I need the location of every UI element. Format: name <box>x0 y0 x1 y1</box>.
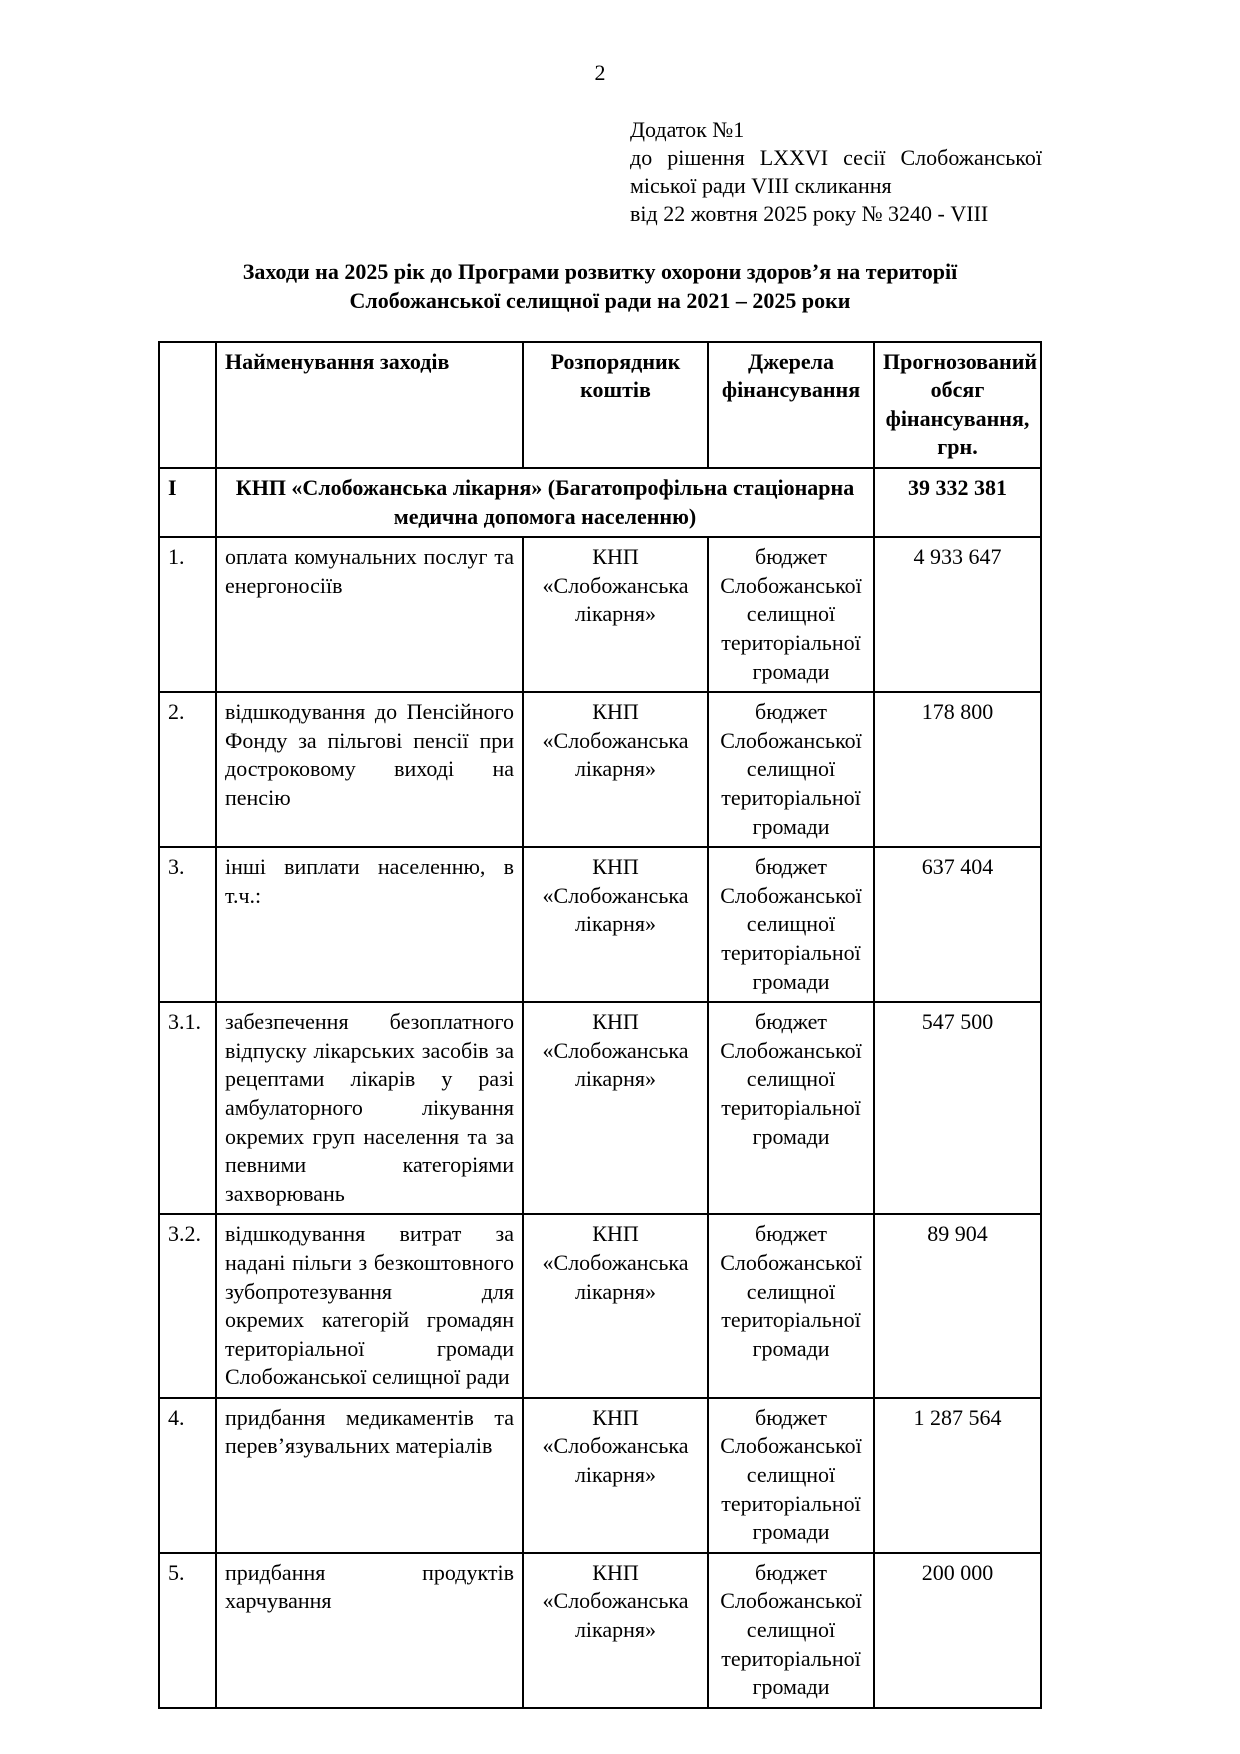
amount-cell: 178 800 <box>874 692 1041 847</box>
amount-cell: 4 933 647 <box>874 537 1041 692</box>
source-cell: бюджет Слобожанської селищної територіальної громади <box>708 1398 874 1553</box>
measure-cell: відшкодування до Пенсійного Фонду за пільгові пенсії при достроковому виході на пенсію <box>216 692 523 847</box>
page-number: 2 <box>594 60 606 85</box>
table-row <box>159 1553 1041 1708</box>
document-title: Заходи на 2025 рік до Програми розвитку охорони здоров’я на території Слобожанської селищної ради на 2021 – 2025 роки <box>242 258 958 313</box>
measure-cell: інші виплати населенню, в т.ч.: <box>216 847 523 1002</box>
source-cell: бюджет Слобожанської селищної територіальної громади <box>708 537 874 692</box>
manager-cell: КНП «Слобожанська лікарня» <box>523 1214 708 1398</box>
annex-line: від 22 жовтня 2025 року № 3240 - VIII <box>630 201 989 227</box>
header-amount: Прогнозований обсяг фінансування, грн. <box>874 342 1041 468</box>
source-cell: бюджет Слобожанської селищної територіальної громади <box>708 847 874 1002</box>
row-number: 5. <box>159 1553 216 1708</box>
measure-cell: оплата комунальних послуг та енергоносіїв <box>216 537 523 692</box>
measure-cell: придбання продуктів харчування <box>216 1553 523 1708</box>
table-row <box>159 847 1041 1002</box>
manager-cell: КНП «Слобожанська лікарня» <box>523 1398 708 1553</box>
source-cell: бюджет Слобожанської селищної територіальної громади <box>708 1553 874 1708</box>
amount-cell: 637 404 <box>874 847 1041 1002</box>
row-number: 3.1. <box>159 1002 216 1214</box>
table-row <box>159 1398 1041 1553</box>
measure-cell: відшкодування витрат за надані пільги з безкоштовного зубопротезування для окремих категорій громадян територіальної громади Слобожанської селищної ради <box>216 1214 523 1398</box>
section-amount: 39 332 381 <box>874 468 1041 537</box>
source-cell: бюджет Слобожанської селищної територіальної громади <box>708 692 874 847</box>
table-header-row <box>159 342 1041 468</box>
manager-cell: КНП «Слобожанська лікарня» <box>523 537 708 692</box>
section-row <box>159 468 1041 537</box>
header-measure: Найменування заходів <box>216 342 523 468</box>
annex-line: Додаток №1 <box>630 117 745 142</box>
measure-cell: придбання медикаментів та перев’язувальних матеріалів <box>216 1398 523 1553</box>
manager-cell: КНП «Слобожанська лікарня» <box>523 847 708 1002</box>
manager-cell: КНП «Слобожанська лікарня» <box>523 692 708 847</box>
table-row <box>159 537 1041 692</box>
source-cell: бюджет Слобожанської селищної територіальної громади <box>708 1002 874 1214</box>
section-title: КНП «Слобожанська лікарня» (Багатопрофільна стаціонарна медична допомога населенню) <box>216 468 874 537</box>
amount-cell: 547 500 <box>874 1002 1041 1214</box>
manager-cell: КНП «Слобожанська лікарня» <box>523 1553 708 1708</box>
amount-cell: 200 000 <box>874 1553 1041 1708</box>
amount-cell: 1 287 564 <box>874 1398 1041 1553</box>
measures-table <box>158 341 1042 1709</box>
row-number: 3.2. <box>159 1214 216 1398</box>
row-number: 2. <box>159 692 216 847</box>
manager-cell: КНП «Слобожанська лікарня» <box>523 1002 708 1214</box>
header-number <box>159 342 216 468</box>
section-number: I <box>159 468 216 537</box>
table-row <box>159 1214 1041 1398</box>
measure-cell: забезпечення безоплатного відпуску лікарських засобів за рецептами лікарів у разі амбулаторного лікування окремих груп населення та за певними категоріями захворювань <box>216 1002 523 1214</box>
source-cell: бюджет Слобожанської селищної територіальної громади <box>708 1214 874 1398</box>
table-row <box>159 1002 1041 1214</box>
header-source: Джерела фінансування <box>708 342 874 468</box>
annex-block <box>630 116 1042 229</box>
document-page <box>158 0 1042 1709</box>
row-number: 4. <box>159 1398 216 1553</box>
row-number: 1. <box>159 537 216 692</box>
annex-line: міської ради VIII скликання <box>630 173 892 199</box>
amount-cell: 89 904 <box>874 1214 1041 1398</box>
header-manager: Розпорядник коштів <box>523 342 708 468</box>
table-row <box>159 692 1041 847</box>
annex-line: до рішення LXXVI сесії Слобожанської <box>630 145 1042 171</box>
row-number: 3. <box>159 847 216 1002</box>
